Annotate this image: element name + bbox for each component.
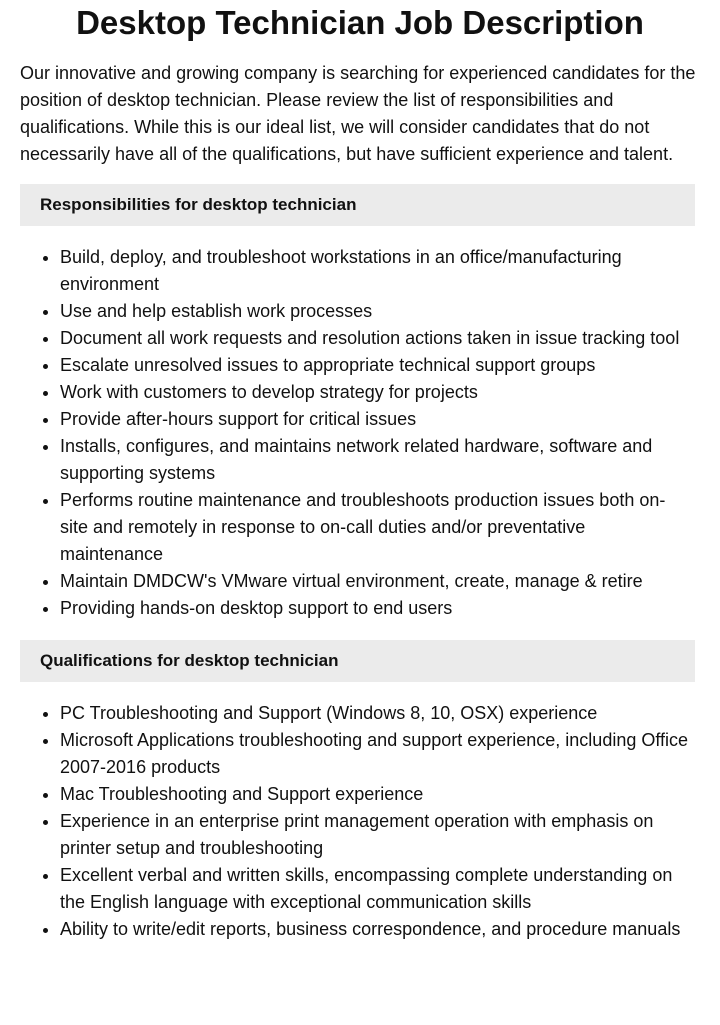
list-item: • Providing hands-on desktop support to end users [60, 595, 690, 622]
list-item: • Excellent verbal and written skills, encompassing complete understanding on the English language with exceptional communication skills [60, 862, 690, 916]
list-item: • Build, deploy, and troubleshoot workstations in an office/manufacturing environment [60, 244, 690, 298]
list-item: • Mac Troubleshooting and Support experience [60, 781, 690, 808]
list-item: • Installs, configures, and maintains network related hardware, software and supporting systems [60, 433, 690, 487]
list-item: • Provide after-hours support for critical issues [60, 406, 690, 433]
list-item: • Microsoft Applications troubleshooting and support experience, including Office 2007-2016 products [60, 727, 690, 781]
responsibilities-heading: Responsibilities for desktop technician [20, 184, 695, 226]
list-item: • Work with customers to develop strategy for projects [60, 379, 690, 406]
list-item: • Experience in an enterprise print management operation with emphasis on printer setup and troubleshooting [60, 808, 690, 862]
list-item: • Document all work requests and resolution actions taken in issue tracking tool [60, 325, 690, 352]
list-item: • PC Troubleshooting and Support (Windows 8, 10, OSX) experience [60, 700, 690, 727]
qualifications-heading: Qualifications for desktop technician [20, 640, 695, 682]
list-item: • Maintain DMDCW's VMware virtual environment, create, manage & retire [60, 568, 690, 595]
intro-paragraph: Our innovative and growing company is searching for experienced candidates for the position of desktop technician. Please review the list of responsibilities and qualifications. While this is our ideal list, we will consider candidates that do not necessarily have all of the qualifications, but have sufficient experience and talent. [20, 63, 696, 164]
list-item: • Use and help establish work processes [60, 298, 690, 325]
list-item: • Escalate unresolved issues to appropriate technical support groups [60, 352, 690, 379]
qualifications-list [20, 700, 690, 943]
page-title: Desktop Technician Job Description [76, 4, 644, 41]
list-item: • Ability to write/edit reports, business correspondence, and procedure manuals [60, 916, 690, 943]
responsibilities-list [20, 244, 690, 622]
list-item: • Performs routine maintenance and troubleshoots production issues both on-site and remotely in response to on-call duties and/or preventative maintenance [60, 487, 690, 568]
